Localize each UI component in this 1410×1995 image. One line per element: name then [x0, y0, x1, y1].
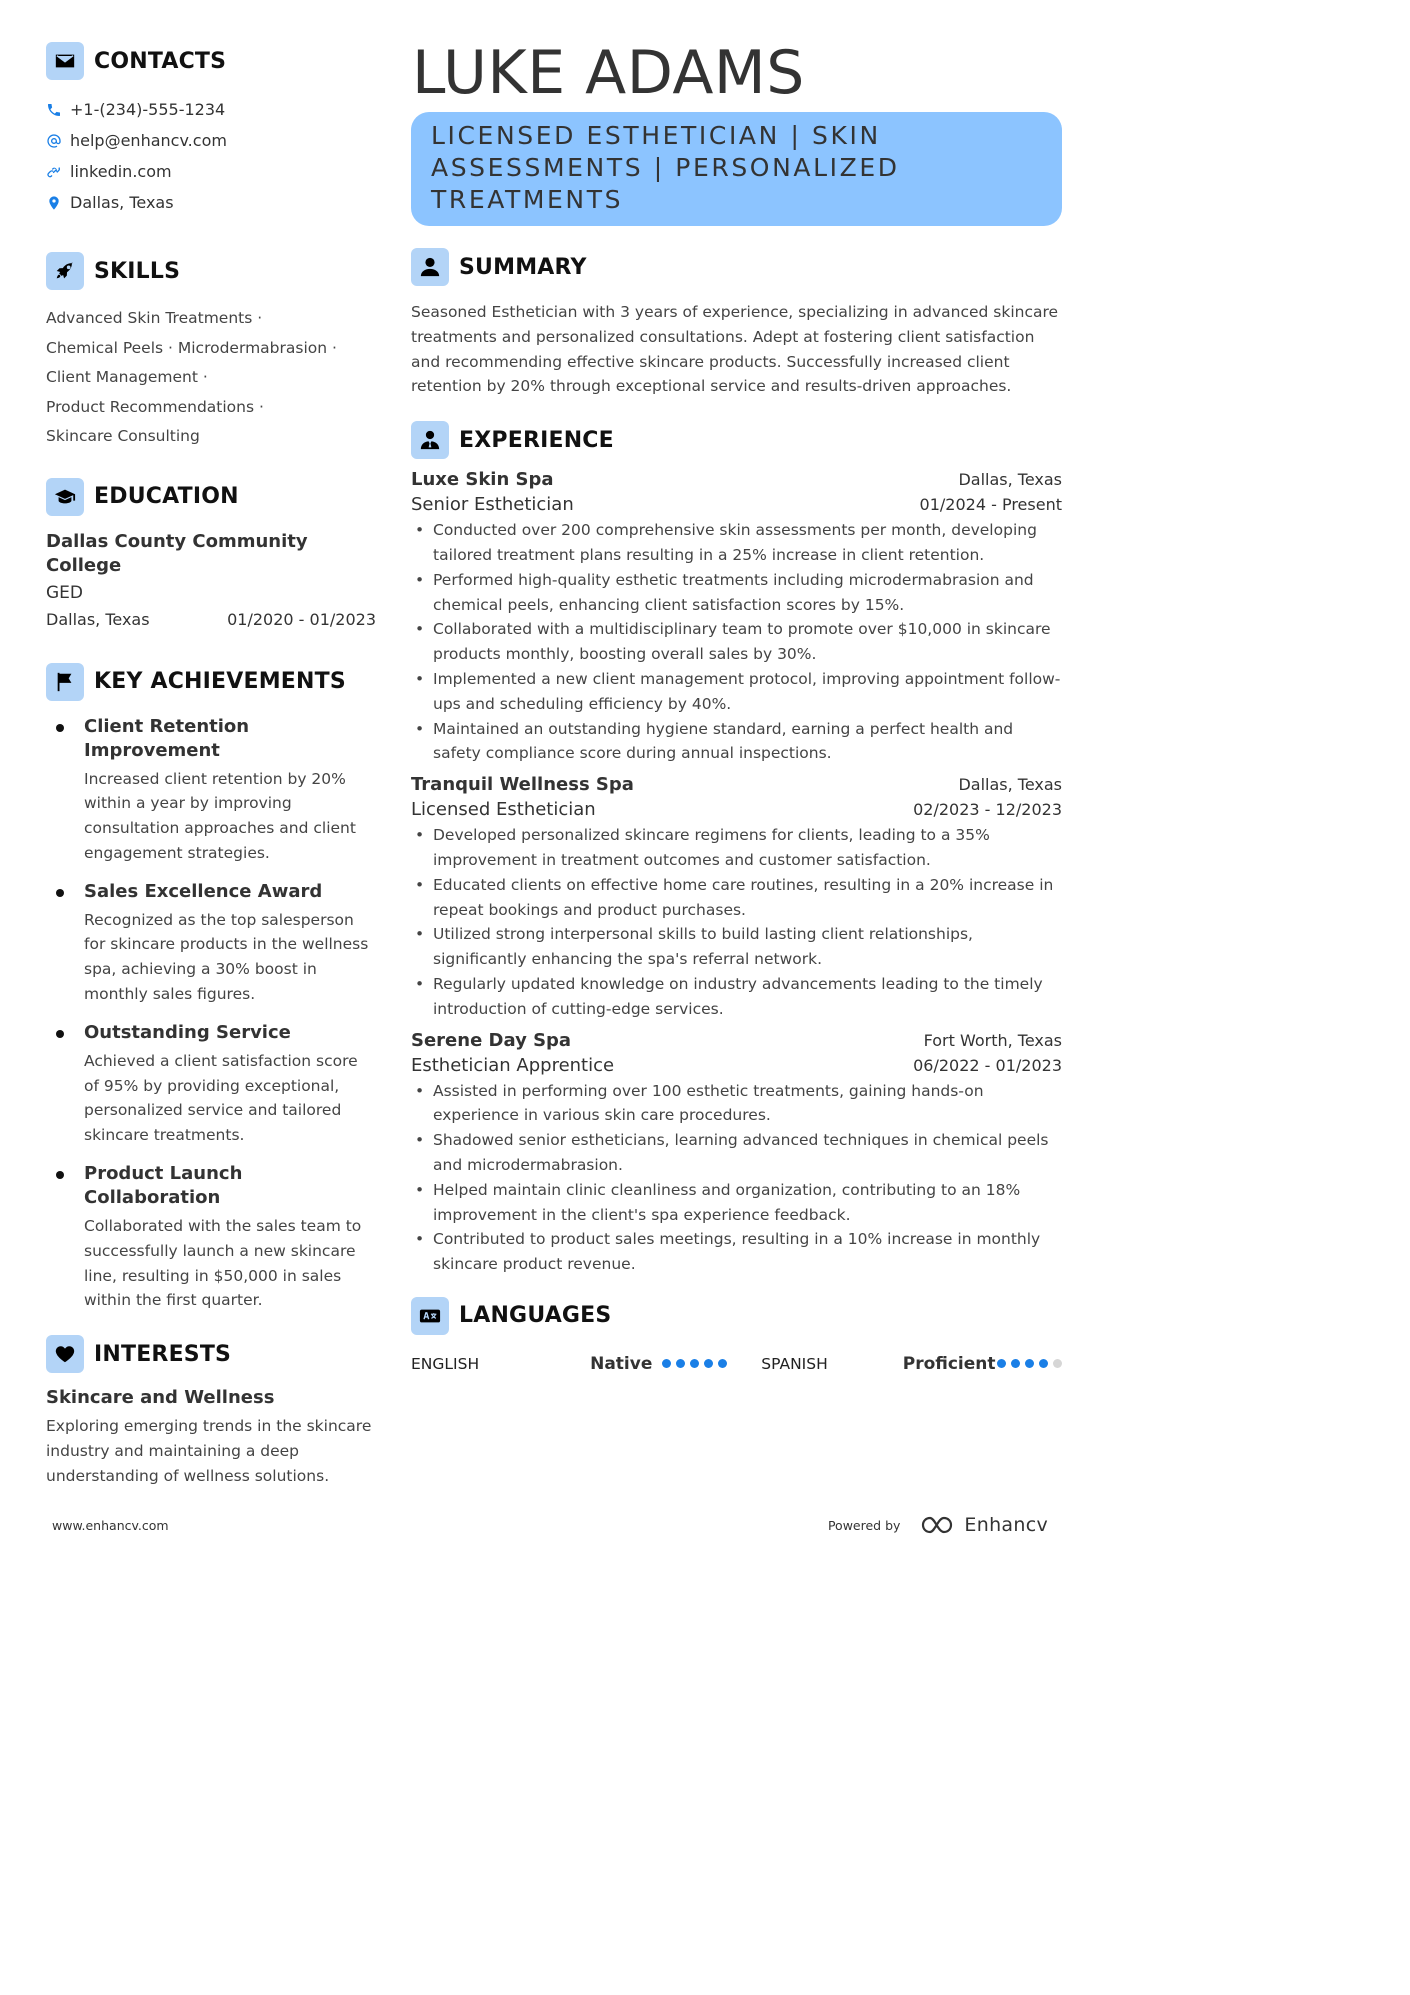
job-bullet: • Utilized strong interpersonal skills to build lasting client relationships, significantly enhancing the spa's referral network. — [411, 922, 1062, 972]
achievement-title: Outstanding Service — [84, 1021, 291, 1043]
rating-dot-filled — [1011, 1359, 1020, 1368]
job-location: Dallas, Texas — [958, 775, 1062, 795]
rating-dot-filled — [1039, 1359, 1048, 1368]
achievement-item — [46, 880, 376, 1007]
bullet-dot — [56, 1030, 64, 1038]
school-name: Dallas County Community College — [46, 530, 308, 576]
link-icon — [46, 164, 62, 180]
rating-dot-filled — [690, 1359, 699, 1368]
contacts-heading: CONTACTS — [94, 48, 227, 74]
bullet-dot — [56, 889, 64, 897]
brand-name: Enhancv — [964, 1514, 1048, 1536]
rating-dot-filled — [997, 1359, 1006, 1368]
contact-location — [46, 187, 376, 218]
rating-dot-filled — [662, 1359, 671, 1368]
rocket-icon — [46, 252, 84, 290]
rating-dot-filled — [718, 1359, 727, 1368]
phone-icon — [46, 102, 62, 118]
candidate-name: LUKE ADAMS — [412, 38, 805, 108]
enhancv-logo-icon — [920, 1515, 956, 1535]
education-location: Dallas, Texas — [46, 609, 150, 629]
rating-dot-filled — [676, 1359, 685, 1368]
achievement-title: Product Launch Collaboration — [84, 1163, 243, 1209]
job-dates: 02/2023 - 12/2023 — [913, 800, 1062, 820]
footer-branding — [828, 1514, 1048, 1536]
job-entry — [411, 1030, 1062, 1277]
at-icon — [46, 133, 62, 149]
languages-header — [411, 1297, 1062, 1335]
job-bullets — [411, 518, 1062, 766]
job-role: Esthetician Apprentice — [411, 1054, 615, 1076]
job-bullets — [411, 823, 1062, 1021]
job-bullet: • Shadowed senior estheticians, learning advanced techniques in chemical peels and microdermabrasion. — [411, 1128, 1062, 1178]
envelope-icon — [46, 42, 84, 80]
language-name: SPANISH — [761, 1354, 828, 1373]
language-rating — [662, 1359, 761, 1368]
education-entry — [46, 530, 376, 629]
language-level: Native — [590, 1353, 653, 1374]
job-bullet: • Conducted over 200 comprehensive skin assessments per month, developing tailored treatment plans resulting in a 25% increase in client retention. — [411, 518, 1062, 568]
achievement-item — [46, 1021, 376, 1148]
language-name: ENGLISH — [411, 1354, 480, 1373]
summary-text: Seasoned Esthetician with 3 years of experience, specializing in advanced skincare treatments and personalized consultations. Adept at fostering client satisfaction and recommending effective skincare products. Successfully increased client retention by 20% through exceptional service and results-driven approaches. — [411, 303, 1059, 396]
experience-header — [411, 421, 1062, 459]
job-bullet: • Regularly updated knowledge on industry advancements leading to the timely introduction of cutting-edge services. — [411, 972, 1062, 1022]
skill-line: Skincare Consulting — [46, 427, 200, 445]
language-rating — [997, 1359, 1062, 1368]
powered-by-label: Powered by — [827, 1517, 901, 1533]
summary-header — [411, 248, 1062, 286]
brand-logo[interactable] — [920, 1514, 1048, 1536]
contact-email[interactable] — [46, 125, 376, 156]
education-dates: 01/2020 - 01/2023 — [227, 609, 376, 629]
location-text: Dallas, Texas — [70, 193, 174, 212]
job-bullet: • Developed personalized skincare regimens for clients, leading to a 35% improvement in treatment outcomes and customer satisfaction. — [411, 823, 1062, 873]
job-role: Senior Esthetician — [411, 494, 574, 516]
language-level: Proficient — [902, 1353, 996, 1374]
job-dates: 01/2024 - Present — [919, 495, 1062, 515]
achievement-desc: Recognized as the top salesperson for skincare products in the wellness spa, achieving a 30% boost in monthly sales figures. — [84, 910, 369, 1004]
job-location: Fort Worth, Texas — [923, 1030, 1062, 1050]
achievement-title: Client Retention Improvement — [84, 715, 250, 761]
graduation-cap-icon — [46, 478, 84, 516]
job-location: Dallas, Texas — [958, 470, 1062, 490]
rating-dot-filled — [704, 1359, 713, 1368]
contacts-header — [46, 42, 376, 80]
experience-heading: EXPERIENCE — [459, 427, 614, 453]
skills-list — [46, 304, 376, 452]
heart-icon — [46, 1335, 84, 1373]
achievement-title: Sales Excellence Award — [84, 880, 323, 902]
education-meta — [46, 610, 376, 629]
skill-line: Advanced Skin Treatments · — [46, 309, 263, 327]
job-company: Luxe Skin Spa — [411, 469, 554, 491]
job-role: Licensed Esthetician — [411, 799, 596, 821]
skills-header — [46, 252, 376, 290]
skill-line: Product Recommendations · — [46, 397, 264, 416]
achievement-item — [46, 715, 376, 866]
title-banner — [411, 112, 1062, 226]
interest-desc: Exploring emerging trends in the skincare industry and maintaining a deep understanding of wellness solutions. — [46, 1417, 372, 1485]
skill-line: Chemical Peels · Microdermabrasion · — [46, 338, 337, 357]
job-bullet: • Educated clients on effective home care routines, resulting in a 20% increase in repeat bookings and product purchases. — [411, 873, 1062, 923]
job-bullet: • Performed high-quality esthetic treatments including microdermabrasion and chemical peels, enhancing client satisfaction scores by 15%. — [411, 568, 1062, 618]
job-bullet: • Assisted in performing over 100 esthetic treatments, gaining hands-on experience in various skin care procedures. — [411, 1079, 1062, 1129]
job-bullet: • Helped maintain clinic cleanliness and organization, contributing to an 18% improvement in the client's spa experience feedback. — [411, 1178, 1062, 1228]
user-icon — [411, 248, 449, 286]
interests-header — [46, 1335, 376, 1373]
interest-title: Skincare and Wellness — [46, 1387, 275, 1409]
email-text: help@enhancv.com — [70, 131, 227, 150]
job-company: Tranquil Wellness Spa — [411, 774, 634, 796]
job-dates: 06/2022 - 01/2023 — [913, 1055, 1062, 1075]
language-icon — [411, 1297, 449, 1335]
job-bullets — [411, 1079, 1062, 1277]
skills-heading: SKILLS — [94, 258, 181, 284]
linkedin-text: linkedin.com — [70, 162, 172, 181]
languages-heading: LANGUAGES — [459, 1303, 612, 1329]
skill-line: Client Management · — [46, 368, 208, 386]
achievement-desc: Collaborated with the sales team to successfully launch a new skincare line, resulting in $50,000 in sales within the first quarter. — [84, 1217, 362, 1310]
achievements-heading: KEY ACHIEVEMENTS — [94, 669, 346, 694]
job-bullet: • Maintained an outstanding hygiene standard, earning a perfect health and safety compliance score during annual inspections. — [411, 717, 1062, 767]
education-heading: EDUCATION — [94, 484, 239, 509]
job-entry — [411, 774, 1062, 1021]
phone-text: +1-(234)-555-1234 — [70, 100, 226, 119]
location-pin-icon — [46, 195, 62, 211]
candidate-title: LICENSED ESTHETICIAN | SKIN ASSESSMENTS | PERSONALIZED TREATMENTS — [431, 121, 900, 214]
education-header — [46, 478, 376, 516]
achievements-list — [46, 715, 376, 1314]
job-company: Serene Day Spa — [411, 1029, 572, 1051]
right-column — [411, 38, 1062, 1377]
bullet-dot — [56, 724, 64, 732]
left-column — [46, 42, 376, 1489]
footer-website[interactable]: www.enhancv.com — [52, 1518, 169, 1533]
contact-phone[interactable] — [46, 94, 376, 125]
job-bullet: • Collaborated with a multidisciplinary team to promote over $10,000 in skincare products monthly, boosting overall sales by 30%. — [411, 617, 1062, 667]
summary-heading: SUMMARY — [459, 254, 587, 280]
interest-entry — [46, 1387, 376, 1488]
contact-linkedin[interactable] — [46, 156, 376, 187]
job-entry — [411, 469, 1062, 766]
job-bullet: • Implemented a new client management protocol, improving appointment follow-ups and scheduling efficiency by 40%. — [411, 667, 1062, 717]
contact-list — [46, 94, 376, 218]
achievements-header — [46, 663, 376, 701]
flag-icon — [46, 663, 84, 701]
achievement-desc: Increased client retention by 20% within a year by improving consultation approaches and client engagement strategies. — [84, 769, 356, 862]
achievement-item — [46, 1162, 376, 1313]
job-bullet: • Contributed to product sales meetings, resulting in a 10% increase in monthly skincare product revenue. — [411, 1227, 1062, 1277]
user-tie-icon — [411, 421, 449, 459]
degree: GED — [46, 582, 84, 603]
interests-heading: INTERESTS — [94, 1341, 232, 1367]
rating-dot-empty — [1053, 1359, 1062, 1368]
rating-dot-filled — [1025, 1359, 1034, 1368]
languages-row — [411, 1351, 1062, 1377]
achievement-desc: Achieved a client satisfaction score of 95% by providing exceptional, personalized service and tailored skincare treatments. — [84, 1051, 358, 1145]
bullet-dot — [56, 1171, 64, 1179]
